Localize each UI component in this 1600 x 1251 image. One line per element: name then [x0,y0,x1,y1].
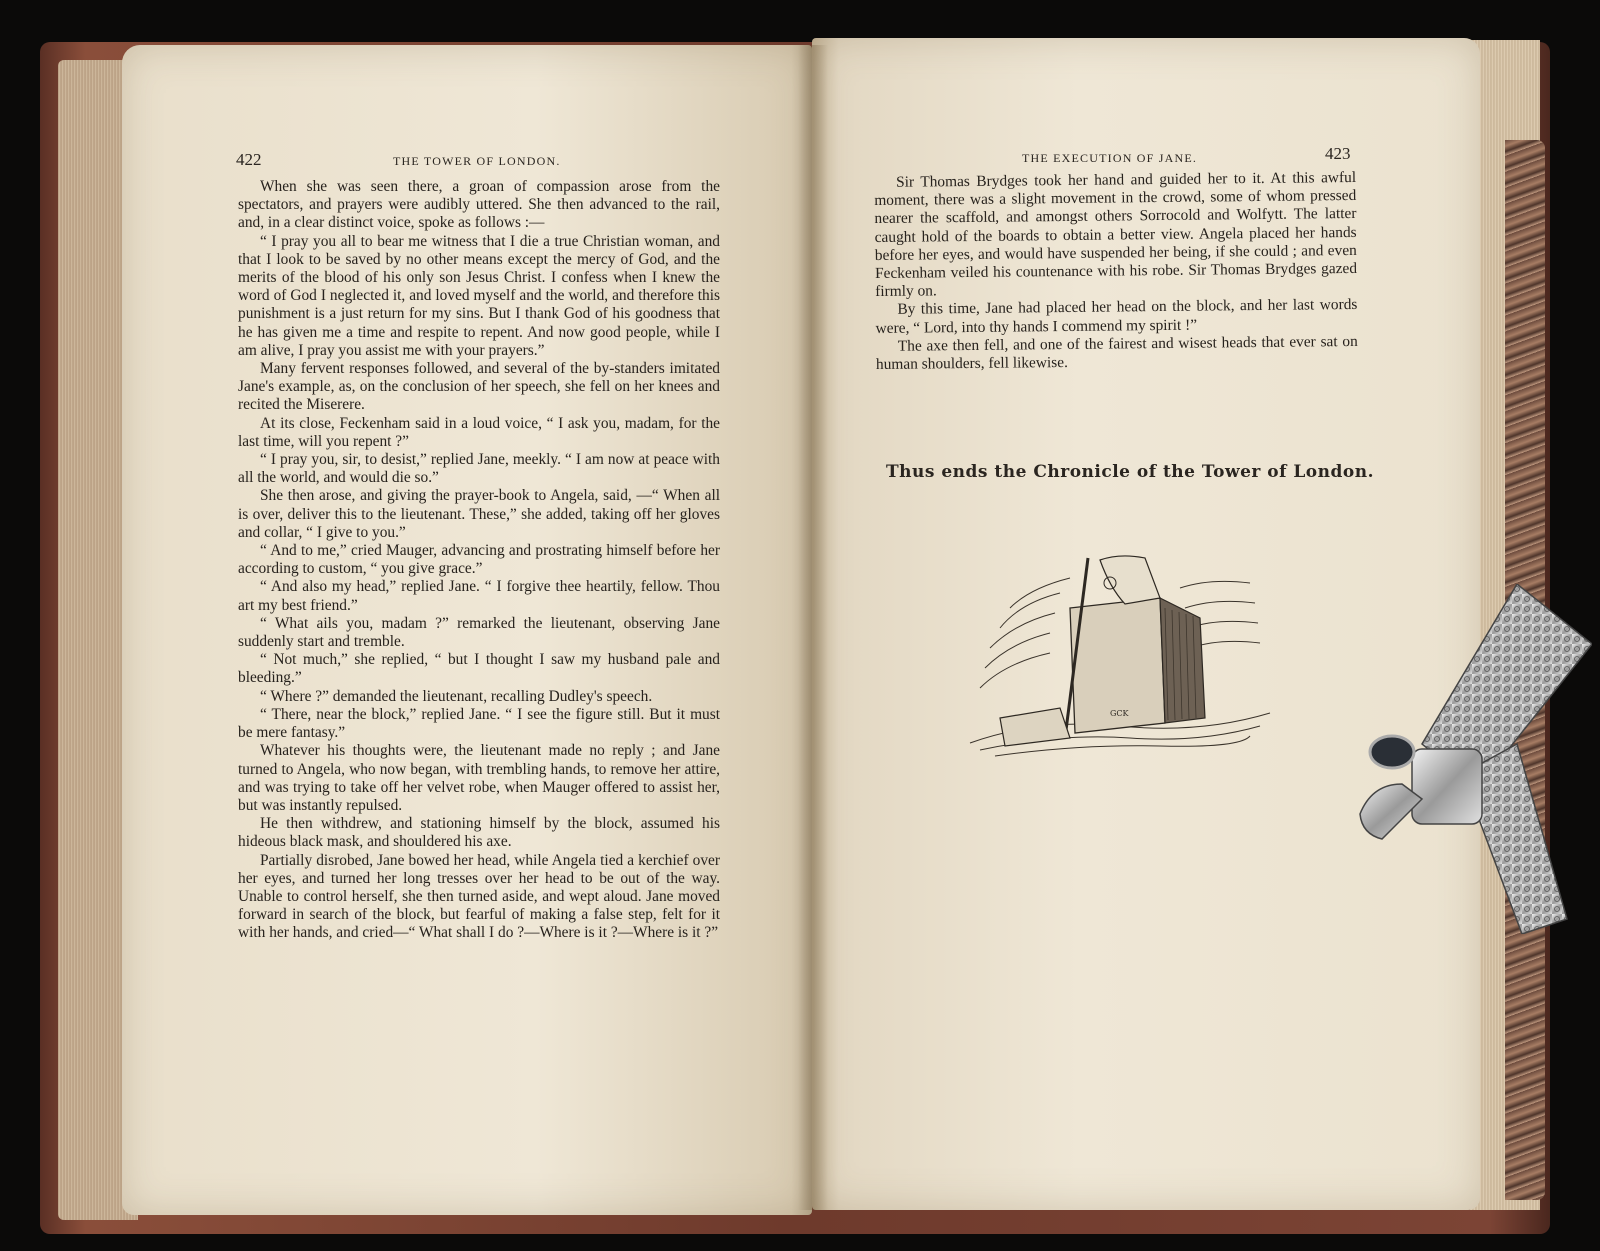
paragraph: Partially disrobed, Jane bowed her head, while Angela tied a kerchief over her eyes, and turned her long tresses over her head to be out of the way. Unable to control herself, she then turned aside, and wept aloud. Jane moved forward in search of the block, but fearful of making a false step, felt for it with her hands, and cried—“ What shall I do ?—Where is it ?—Where is it ?” [238,851,720,942]
paragraph: “ And to me,” cried Mauger, advancing and prostrating himself before her according to custom, “ you give grace.” [238,542,720,578]
paragraph: At its close, Feckenham said in a loud voice, “ I ask you, madam, for the last time, will you repent ?” [238,414,720,450]
paragraph: “ I pray you, sir, to desist,” replied Jane, meekly. “ I am now at peace with all the world, and would die so.” [238,451,720,487]
left-page-number: 422 [236,150,262,169]
colophon: Thus ends the Chronicle of the Tower of London. [885,462,1374,482]
block-notch [1100,556,1160,604]
clasp-stone [1370,736,1414,768]
paragraph: “ There, near the block,” replied Jane. “ I see the figure still. But it must be mere fantasy.” [238,705,720,742]
paragraph: “ Not much,” she replied, “ but I thought I saw my husband pale and bleeding.” [238,651,720,687]
right-running-head: THE EXECUTION OF JANE. [1022,151,1198,165]
block-and-axe-engraving [960,548,1280,763]
paragraph: Sir Thomas Brydges took her hand and guided her to it. At this awful moment, there was a slight movement in the crowd, some of whom pressed nearer the scaffold, and amongst others Sorrocold and Wolfytt. The latter caught hold of the boards to obtain a better view. Angela placed her hands before her eyes, and would have suspended her being, if she could ; and even Feckenham veiled his countenance with his robe. Sir Thomas Brydges gazed firmly on. [874,168,1358,301]
paragraph: “ What ails you, madam ?” remarked the lieutenant, observing Jane suddenly start and tremble. [238,614,720,651]
paragraph: Whatever his thoughts were, the lieutenant made no reply ; and Jane turned to Angela, who now began, with trembling hands, to remove her attire, and was trying to take off her velvet robe, when Mauger offered to assist her, but was instantly repulsed. [238,742,720,814]
paragraph: When she was seen there, a groan of compassion arose from the spectators, and prayers were audibly uttered. She then advanced to the rail, and, in a clear distinct voice, spoke as follows :— [238,178,720,232]
paragraph: Many fervent responses followed, and several of the by-standers imitated Jane's example, as, on the conclusion of her speech, she fell on her knees and recited the Miserere. [238,360,720,414]
engraver-signature: GCK [1110,709,1129,718]
paragraph: The axe then fell, and one of the fairest and wisest heads that ever sat on human shoulders, fell likewise. [875,332,1358,374]
paragraph: She then arose, and giving the prayer-book to Angela, said, —“ When all is over, deliver this to the lieutenant. These,” she added, taking off her gloves and collar, “ I give to you.” [238,487,720,541]
right-page-number: 423 [1325,144,1351,163]
paragraph: He then withdrew, and stationing himself by the block, assumed his hideous black mask, and shouldered his axe. [238,815,720,851]
paragraph: “ I pray you all to bear me witness that I die a true Christian woman, and that I look to be saved by no other means except the mercy of God, and the merits of the blood of his only son Jesus Christ. I confess when I knew the word of God I neglected it, and loved myself and the world, and therefore this punishment is a just return for my sins. But I thank God of his goodness that he has given me a time and respite to repent. And now good people, while I am alive, I pray you assist me with your prayers.” [238,232,720,359]
paragraph: By this time, Jane had placed her head on the block, and her last words were, “ Lord, into thy hands I commend my spirit !” [875,296,1358,337]
left-page-text [238,178,720,943]
axe-head [1000,708,1070,746]
book-gutter [798,45,828,1210]
paragraph: “ And also my head,” replied Jane. “ I forgive thee heartily, fellow. Thou art my best friend.” [238,578,720,614]
clasp-hand [1412,749,1482,824]
right-page-text [874,169,1358,374]
left-running-head: THE TOWER OF LONDON. [393,154,561,168]
paragraph: “ Where ?” demanded the lieutenant, recalling Dudley's speech. [260,687,653,705]
silver-clasp [1352,584,1592,934]
